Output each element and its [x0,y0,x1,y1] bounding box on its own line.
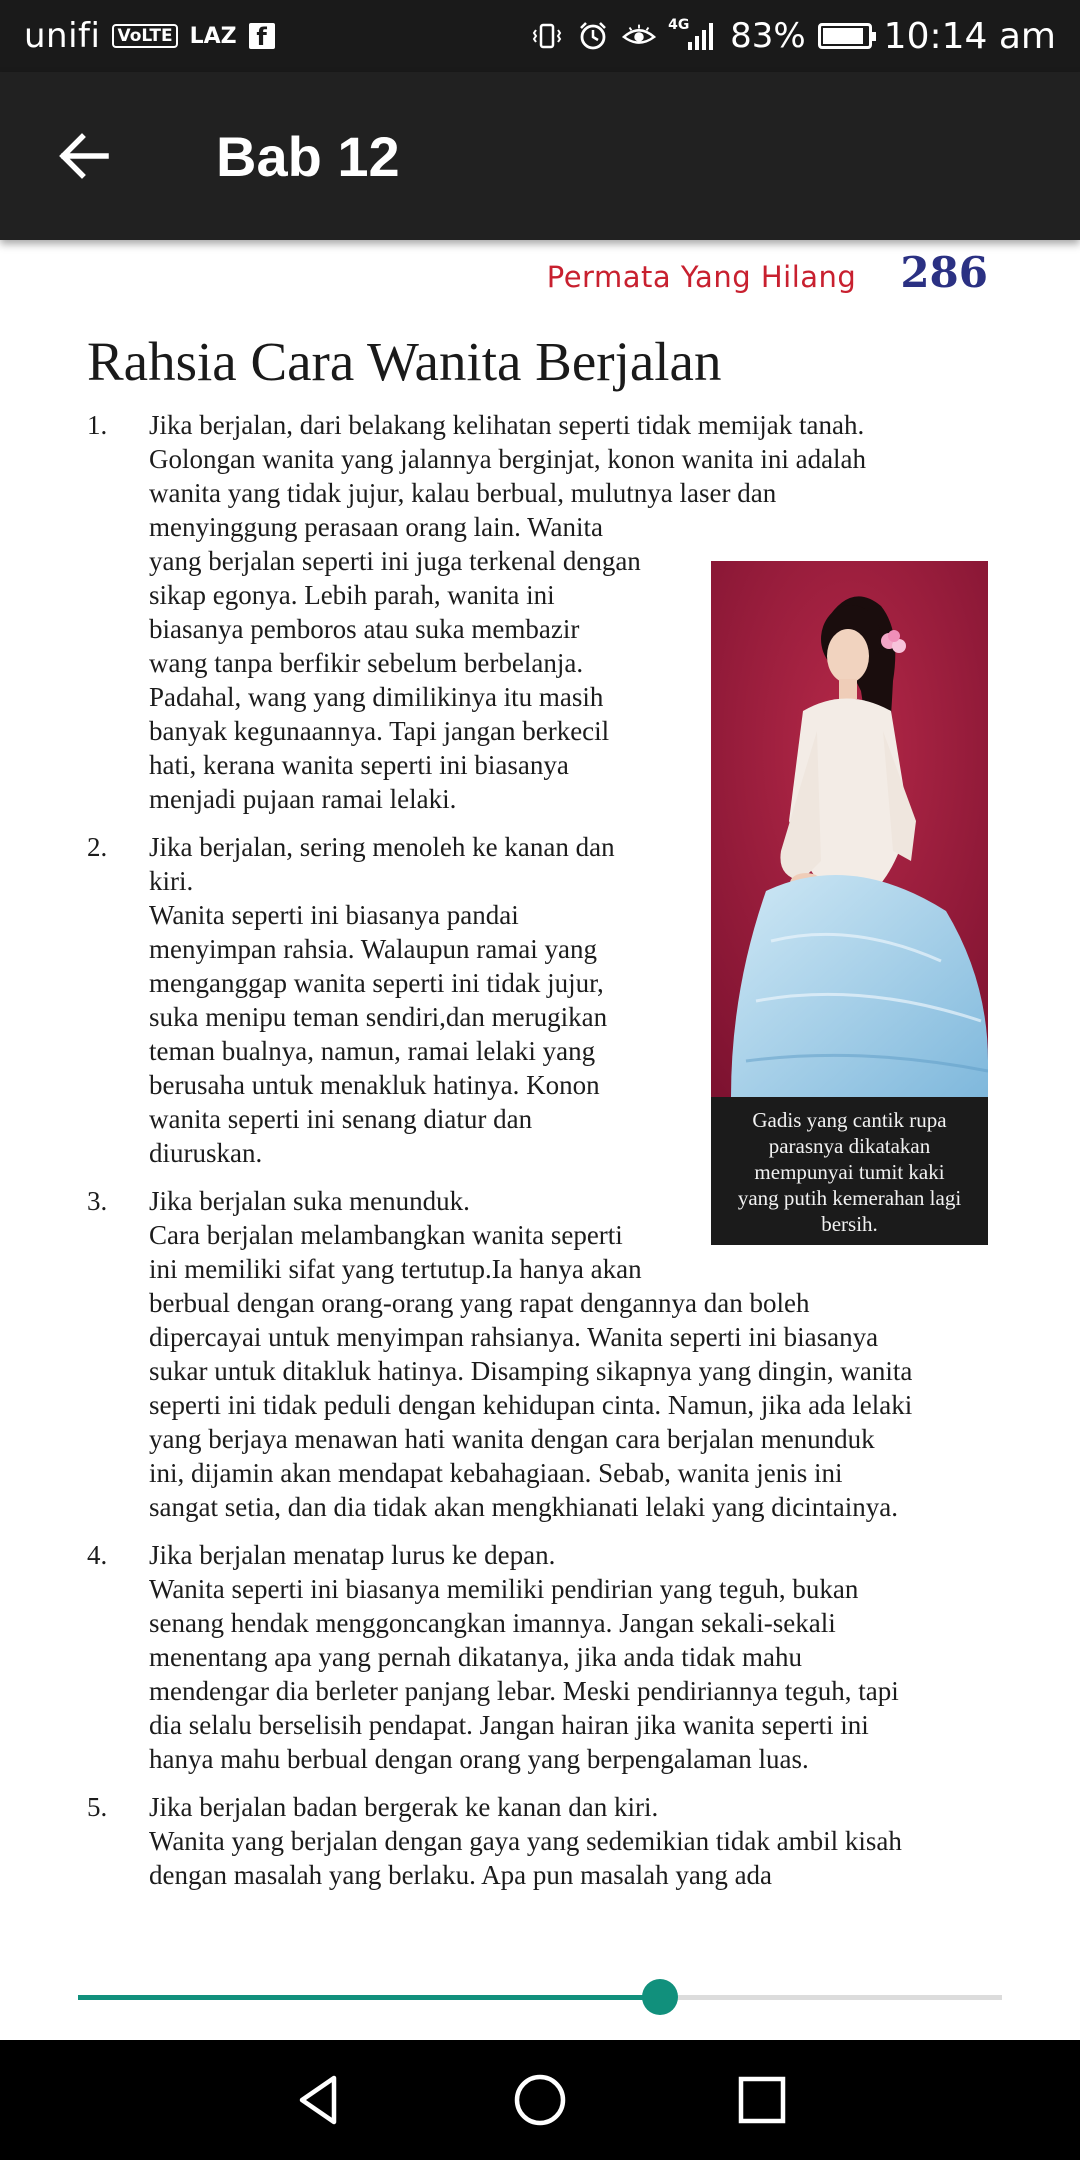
text-line: wanita seperti ini senang diatur dan [149,1104,533,1134]
list-item-text [149,1538,997,1776]
text-line: Jika berjalan suka menunduk. [149,1186,470,1216]
nav-back-button[interactable] [282,2064,354,2136]
text-line: yang berjaya menawan hati wanita dengan cara berjalan menunduk [149,1424,875,1454]
progress-track[interactable] [78,1995,1002,2000]
progress-thumb[interactable] [642,1979,678,2015]
text-line: hanya mahu berbual dengan orang yang berpengalaman luas. [149,1744,809,1774]
text-line: suka menipu teman sendiri,dan merugikan [149,1002,608,1032]
text-line: Jika berjalan, sering menoleh ke kanan dan [149,832,615,862]
status-bar-right [530,16,1056,57]
text-line: Padahal, wang yang dimilikinya itu masih [149,682,604,712]
woman-photo [711,561,988,1097]
text-line: hati, kerana wanita seperti ini biasanya [149,750,569,780]
text-line: diuruskan. [149,1138,263,1168]
caption-line: mempunyai tumit kaki [754,1160,945,1184]
text-line: kiri. [149,866,194,896]
page-number: 286 [900,248,988,297]
text-line: Jika berjalan, dari belakang kelihatan seperti tidak memijak tanah. [149,410,865,440]
list-item-number: 1. [87,410,108,440]
progress-fill [78,1995,660,2000]
list-item [87,1538,997,1776]
text-line: senang hendak menggoncangkan imannya. Jangan sekali-sekali [149,1608,836,1638]
photo-figure [711,561,988,1245]
back-button[interactable] [0,72,168,240]
text-line: sikap egonya. Lebih parah, wanita ini [149,580,555,610]
text-line: Jika berjalan badan bergerak ke kanan dan kiri. [149,1792,659,1822]
carrier-name: unifi [24,16,101,56]
photo-caption [711,1097,988,1245]
text-line: menyimpan rahsia. Walaupun ramai yang [149,934,597,964]
text-line: wanita yang tidak jujur, kalau berbual, mulutnya laser dan [149,478,777,508]
list-item-number: 5. [87,1792,108,1822]
page-header [547,248,988,297]
list-item-number: 4. [87,1540,108,1570]
text-line: dipercayai untuk menyimpan rahsianya. Wanita seperti ini biasanya [149,1322,879,1352]
text-line: menjadi pujaan ramai lelaki. [149,784,457,814]
status-time: 10:14 am [883,15,1056,57]
status-bar-left [24,16,275,56]
text-line: yang berjalan seperti ini juga terkenal dengan [149,546,641,576]
list-item [87,1790,997,1892]
eye-comfort-icon [622,19,656,53]
alarm-icon [576,19,610,53]
text-line: ini memiliki sifat yang tertutup.Ia hanya akan [149,1254,642,1284]
battery-icon [818,23,872,49]
text-line: wang tanpa berfikir sebelum berbelanja. [149,648,584,678]
page-title: Bab 12 [216,124,400,188]
network-label: LAZ [189,23,237,49]
volte-icon: VoLTE [112,24,177,48]
article-title: Rahsia Cara Wanita Berjalan [87,331,722,392]
signal-label: 4G [668,17,690,33]
text-line: banyak kegunaannya. Tapi jangan berkecil [149,716,610,746]
arrow-left-icon [56,128,112,184]
text-line: menentang apa yang pernah dikatanya, jika anda tidak mahu [149,1642,802,1672]
text-line: menganggap wanita seperti ini tidak jujur, [149,968,604,998]
caption-line: bersih. [821,1212,878,1236]
signal-icon [668,19,718,53]
facebook-icon: f [249,23,275,49]
text-line: Jika berjalan menatap lurus ke depan. [149,1540,556,1570]
text-line: sukar untuk ditakluk hatinya. Disamping sikapnya yang dingin, wanita [149,1356,913,1386]
text-line: seperti ini tidak peduli dengan kehidupan cinta. Namun, jika ada lelaki [149,1390,913,1420]
home-circle-icon [512,2072,568,2128]
back-triangle-icon [290,2072,346,2128]
status-bar [0,0,1080,72]
recents-square-icon [734,2072,790,2128]
book-page[interactable] [0,240,1080,1940]
text-line: Cara berjalan melambangkan wanita seperti [149,1220,623,1250]
list-item-number: 3. [87,1186,108,1216]
text-line: Wanita seperti ini biasanya pandai [149,900,519,930]
text-line: berbual dengan orang-orang yang rapat dengannya dan boleh [149,1288,810,1318]
caption-line: parasnya dikatakan [768,1134,931,1158]
caption-line: Gadis yang cantik rupa [752,1108,947,1132]
book-title: Permata Yang Hilang [546,260,857,294]
caption-line: yang putih kemerahan lagi [737,1186,962,1210]
navigation-bar [0,2040,1080,2160]
app-bar [0,72,1080,240]
text-line: mendengar dia berleter panjang lebar. Meski pendiriannya teguh, tapi [149,1676,899,1706]
nav-home-button[interactable] [504,2064,576,2136]
text-line: dia selalu berselisih pendapat. Jangan hairan jika wanita seperti ini [149,1710,869,1740]
reading-progress [0,1940,1080,2040]
vibrate-icon [530,19,564,53]
text-line: biasanya pemboros atau suka membazir [149,614,580,644]
text-line: Golongan wanita yang jalannya berginjat, konon wanita ini adalah [149,444,867,474]
text-line: Wanita yang berjalan dengan gaya yang sedemikian tidak ambil kisah [149,1826,902,1856]
text-line: ini, dijamin akan mendapat kebahagiaan. Sebab, wanita jenis ini [149,1458,843,1488]
text-line: menyinggung perasaan orang lain. Wanita [149,512,603,542]
text-line: berusaha untuk menakluk hatinya. Konon [149,1070,600,1100]
nav-recents-button[interactable] [726,2064,798,2136]
list-item-number: 2. [87,832,108,862]
text-line: Wanita seperti ini biasanya memiliki pendirian yang teguh, bukan [149,1574,859,1604]
list-item-text [149,1790,997,1892]
text-line: dengan masalah yang berlaku. Apa pun masalah yang ada [149,1860,773,1890]
text-line: sangat setia, dan dia tidak akan mengkhianati lelaki yang dicintainya. [149,1492,898,1522]
text-line: teman bualnya, namun, ramai lelaki yang [149,1036,596,1066]
battery-percent: 83% [730,16,806,56]
